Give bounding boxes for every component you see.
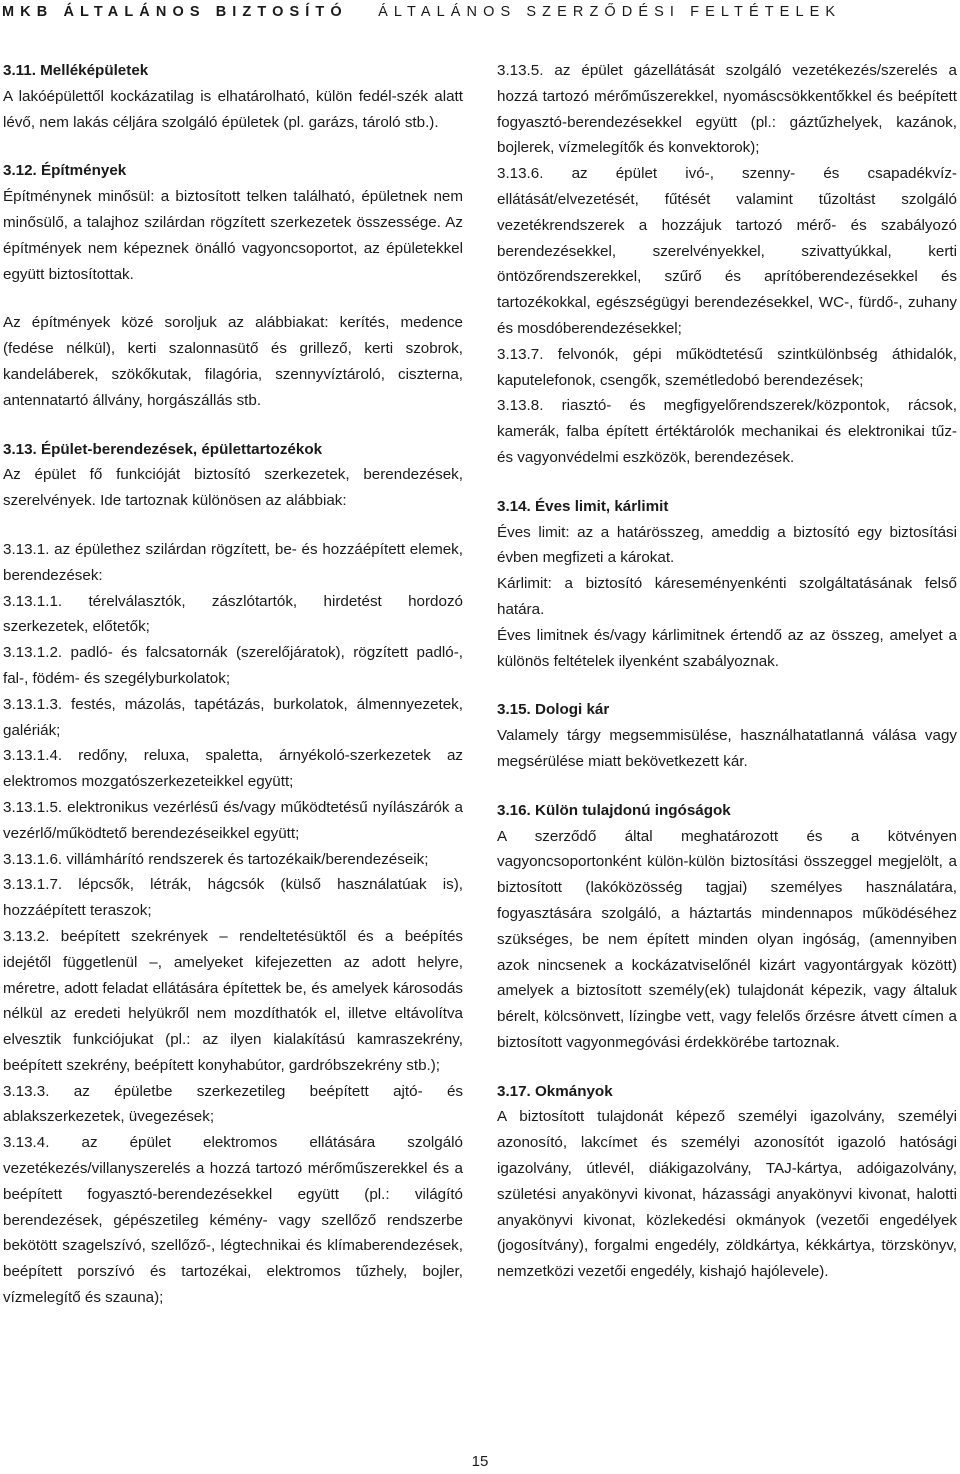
list-item: 3.13.1.1. térelválasztók, zászlótartók, hirdetést hordozó szerkezetek, előtetők;: [3, 592, 463, 636]
list-item: 3.13.1.6. villámhárító rendszerek és tartozékaik/berendezéseik;: [3, 850, 429, 868]
header-insurer: MKB ÁLTALÁNOS BIZTOSÍTÓ: [2, 4, 348, 20]
heading-3-14: 3.14. Éves limit, kárlimit: [497, 497, 669, 515]
heading-3-11: 3.11. Melléképületek: [3, 62, 149, 79]
text-3-17: A biztosított tulajdonát képező személyi igazolvány, személyi azonosító, lakcímet és személyi azonosítót igazoló hatósági igazolvány, útlevél, diákigazolvány, TAJ-kártya, adóigazolvány, születési anyakönyvi kivonat, házassági anyakönyvi kivonat, halotti anyakönyvi kivonat, közlekedési okmányok (vezetői engedélyek (jogosítvány), forgalmi engedély, zöldkártya, kékkártya, törzskönyv, nemzetközi vezetői engedély, kishajó hajólevele).: [497, 1108, 957, 1281]
text-3-16: A szerződő által meghatározott és a kötvényen vagyoncsoportonként külön-külön biztosítási összeggel megjelölt, a biztosított (lakóközösség tagjai) személyes használatára, fogyasztására szolgáló, a háztartás mindennapos működéséhez szükséges, be nem épített minden olyan ingóság, (amennyiben azok nincsenek a kockázatviselőnél kizárt vagyontárgyak között) amelyek a biztosított személy(ek) tulajdonát képezik, vagy általuk bérelt, kölcsönvett, lízingbe vett, vagy felelős őrzésre átvett címen a biztosított vagyonmegóvási érdekkörébe tartoznak.: [497, 827, 957, 1051]
heading-3-12: 3.12. Építmények: [3, 162, 127, 180]
heading-3-15: 3.15. Dologi kár: [497, 701, 610, 719]
heading-3-17: 3.17. Okmányok: [497, 1082, 613, 1100]
list-item: 3.13.3. az épületbe szerkezetileg beépített ajtó- és ablakszerkezetek, üvegezések;: [3, 1082, 463, 1126]
running-header: [0, 0, 960, 24]
text-3-12-a: Építménynek minősül: a biztosított telken található, épületnek nem minősülő, a talajhoz szilárdan rögzített szerkezetek összessége. Az építmények nem képeznek önálló vagyoncsoportot, az épületekkel együtt biztosítottak.: [3, 188, 463, 283]
list-item: 3.13.1.7. lépcsők, létrák, hágcsók (külső használatúak is), hozzáépített teraszok;: [3, 876, 463, 920]
heading-3-16: 3.16. Külön tulajdonú ingóságok: [497, 801, 731, 819]
list-item: 3.13.6. az épület ivó-, szenny- és csapadékvíz- ellátását/elvezetését, fűtését valamint tűzoltást szolgáló vezetékrendszerek a hozzájuk tartozó mérő- és szabályozó berendezésekkel, szerelvényekkel, szivattyúkkal, kerti öntözőrendszerekkel, szűrő és aprítóberendezésekkel és tartozékokkal, egészségügyi berendezésekkel, WC-, fürdő-, zuhany és mosdóberendezésekkel;: [497, 165, 957, 337]
text-3-14-a: Éves limit: az a határösszeg, ameddig a biztosító egy biztosítási évben megfizeti a károkat.: [497, 523, 957, 567]
text-3-14-c: Éves limitnek és/vagy kárlimitnek értendő az az összeg, amelyet a különös feltételek ilyenként szabályoznak.: [497, 626, 957, 670]
right-column: [497, 58, 957, 1285]
text-3-15: Valamely tárgy megsemmisülése, használhatatlanná válása vagy megsérülése miatt bekövetkezett kár.: [497, 727, 957, 770]
left-column: [3, 58, 463, 1311]
heading-3-13: 3.13. Épület-berendezések, épülettartozékok: [3, 440, 323, 458]
list-item: 3.13.1.4. redőny, reluxa, spaletta, árnyékoló-szerkezetek az elektromos mozgatószerkezeteikkel együtt;: [3, 747, 463, 791]
text-3-14-b: Kárlimit: a biztosító káreseményenkénti szolgáltatásának felső határa.: [497, 575, 957, 618]
text-3-13: Az épület fő funkcióját biztosító szerkezetek, berendezések, szerelvények. Ide tartoznak különösen az alábbiak:: [3, 466, 463, 510]
list-item: 3.13.5. az épület gázellátását szolgáló vezetékezés/szerelés a hozzá tartozó mérőműszerekkel, nyomáscsökkentőkkel és beépített fogyasztó-berendezésekkel együtt (pl.: gáztűzhelyek, kazánok, bojlerek, vízmelegítők és konvektorok);: [497, 62, 957, 157]
list-item: 3.13.4. az épület elektromos ellátására szolgáló vezetékezés/villanyszerelés a hozzá tartozó mérőműszerekkel és a beépített fogyasztó-berendezésekkel együtt (pl.: világító berendezések, gépészetileg kémény- vagy szellőző rendszerbe bekötött szagelszívó, szellőző-, légtechnikai és klímaberendezések, beépített porszívó és tartozékai, elektromos tűzhely, bojler, vízmelegítő és szauna);: [3, 1134, 463, 1307]
list-item: 3.13.1. az épülethez szilárdan rögzített, be- és hozzáépített elemek, berendezések:: [3, 540, 463, 584]
list-item: 3.13.1.5. elektronikus vezérlésű és/vagy működtetésű nyílászárók a vezérlő/működtető berendezéseikkel együtt;: [3, 798, 463, 842]
page-number-text: 15: [471, 1453, 489, 1470]
list-item: 3.13.1.3. festés, mázolás, tapétázás, burkolatok, álmennyezetek, galériák;: [3, 695, 463, 739]
page-number: [0, 1453, 960, 1470]
list-item: 3.13.1.2. padló- és falcsatornák (szerelőjáratok), rögzített padló-, fal-, födém- és szegélyburkolatok;: [3, 644, 463, 687]
list-item: 3.13.8. riasztó- és megfigyelőrendszerek/központok, rácsok, kamerák, falba épített értéktárolók mechanikai és elektronikai tűz- és vagyonvédelmi eszközök, berendezések.: [497, 397, 957, 466]
text-3-11: A lakóépülettől kockázatilag is elhatárolható, külön fedél-szék alatt lévő, nem lakás céljára szolgáló épületek (pl. garázs, tároló stb.).: [3, 87, 463, 131]
text-3-12-b: Az építmények közé soroljuk az alábbiakat: kerítés, medence (fedése nélkül), kerti szalonnasütő és grillező, kerti szobrok, kandeláberek, szökőkutak, filagória, szennyvíztároló, ciszterna, antennatartó állvány, horgászállás stb.: [3, 314, 463, 409]
list-item: 3.13.7. felvonók, gépi működtetésű szintkülönbség áthidalók, kaputelefonok, csengők, szemétledobó berendezések;: [497, 345, 957, 389]
list-item: 3.13.2. beépített szekrények – rendeltetésüktől és a beépítés idejétől függetlenül –, amelyeket kifejezetten az adott helyre, méretre, adott feladat ellátására építettek be, és amelyek károsodás nélkül az eredeti helyükről nem mozdíthatók el, illetve eltávolítva elvesztik funkciójukat (pl.: az ilyen kialakítású kamraszekrény, beépített szekrény, beépített konyhabútor, gardróbszekrény stb.);: [3, 927, 463, 1074]
header-conditions: ÁLTALÁNOS SZERZŐDÉSI FELTÉTELEK: [378, 4, 842, 20]
